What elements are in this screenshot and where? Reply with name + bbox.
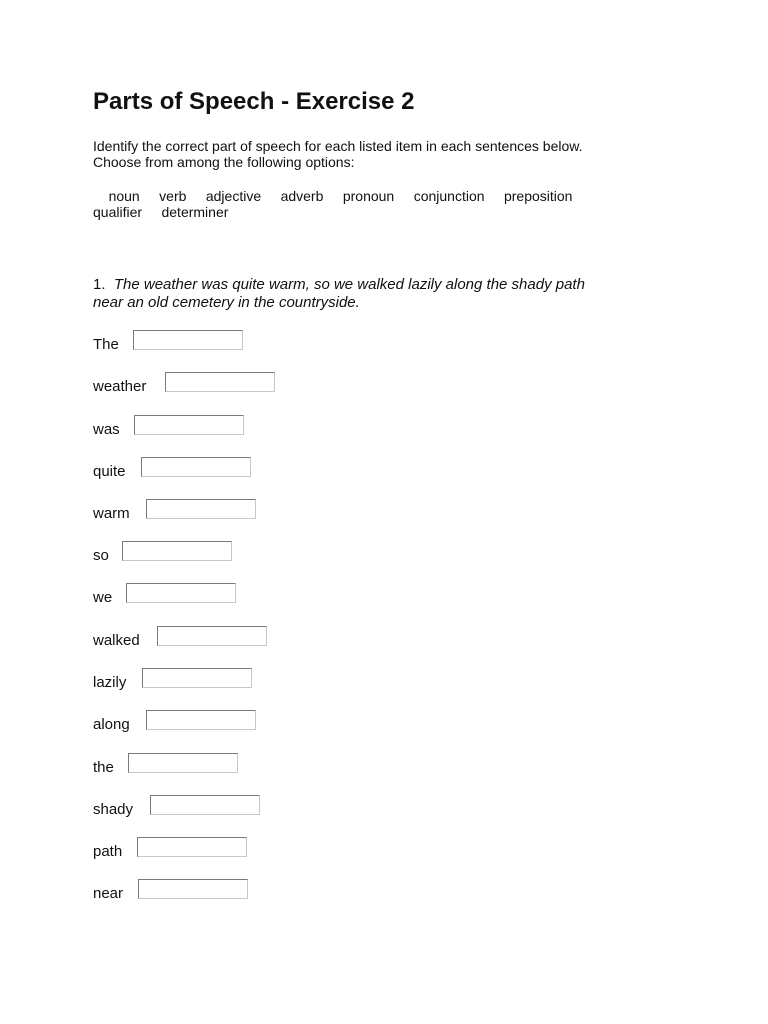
instructions — [93, 138, 583, 170]
word-label: along — [93, 716, 130, 733]
word-label: The — [93, 336, 119, 353]
question-number: 1. — [93, 276, 106, 293]
option-preposition: preposition — [503, 188, 573, 204]
answer-input-the-2[interactable] — [128, 753, 238, 773]
answer-input-path[interactable] — [137, 837, 247, 857]
answer-input-warm[interactable] — [146, 499, 256, 519]
answer-input-along[interactable] — [146, 710, 256, 730]
answer-input-was[interactable] — [134, 415, 244, 435]
option-determiner: determiner — [161, 204, 229, 220]
option-conjunction: conjunction — [413, 188, 485, 204]
word-label: near — [93, 885, 124, 902]
answer-input-quite[interactable] — [141, 457, 251, 477]
word-label: walked — [93, 632, 140, 649]
options-list — [93, 188, 633, 220]
answer-input-weather[interactable] — [165, 372, 275, 392]
question-sentence-line-1: The weather was quite warm, so we walked lazily along the shady path — [113, 276, 585, 293]
word-label: path — [93, 843, 123, 860]
answer-input-lazily[interactable] — [142, 668, 252, 688]
instructions-line-2: Choose from among the following options: — [93, 154, 355, 170]
option-qualifier: qualifier — [93, 204, 143, 220]
word-label: lazily — [93, 674, 127, 691]
word-label: so — [93, 547, 109, 564]
answer-input-we[interactable] — [126, 583, 236, 603]
word-label: warm — [93, 505, 130, 522]
word-label: quite — [93, 463, 126, 480]
word-label: shady — [93, 801, 134, 818]
question-sentence-line-2: near an old cemetery in the countryside. — [93, 294, 360, 311]
answer-input-so[interactable] — [122, 541, 232, 561]
option-verb: verb — [159, 188, 187, 204]
word-label: we — [93, 589, 113, 606]
word-label: the — [93, 759, 114, 776]
answer-input-walked[interactable] — [157, 626, 267, 646]
option-pronoun: pronoun — [342, 188, 395, 204]
answer-input-shady[interactable] — [150, 795, 260, 815]
question-1 — [93, 276, 585, 312]
answer-input-near[interactable] — [138, 879, 248, 899]
word-label: was — [93, 421, 120, 438]
option-adverb: adverb — [280, 188, 324, 204]
option-noun: noun — [108, 188, 140, 204]
instructions-line-1: Identify the correct part of speech for each listed item in each sentences below. — [93, 138, 583, 154]
option-adjective: adjective — [205, 188, 262, 204]
answer-input-the[interactable] — [133, 330, 243, 350]
page-title: Parts of Speech - Exercise 2 — [93, 88, 415, 115]
word-label: weather — [93, 378, 147, 395]
